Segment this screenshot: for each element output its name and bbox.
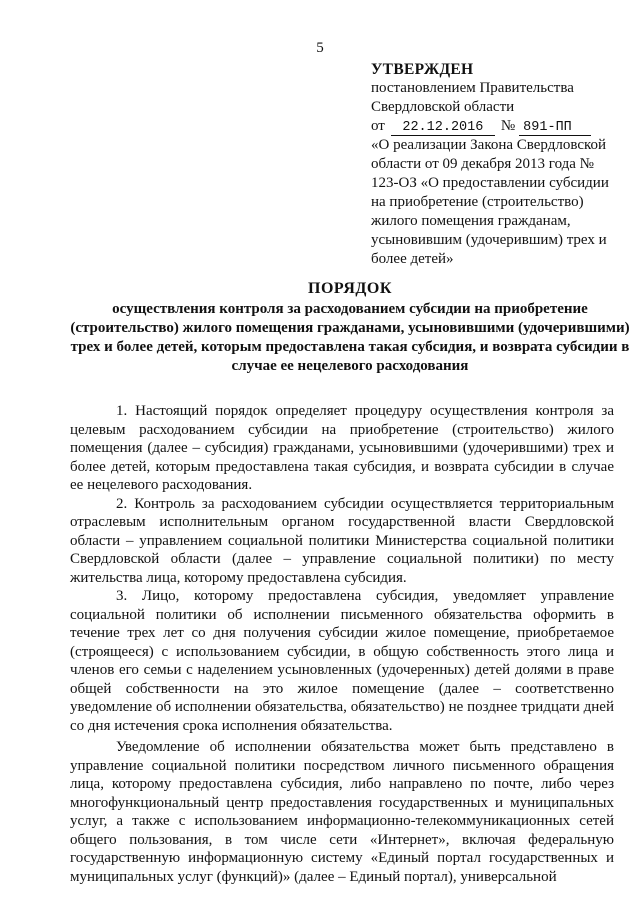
document-body <box>70 402 614 886</box>
decree-number: 891-ПП <box>519 120 591 136</box>
decree-subject: «О реализации Закона Свердловской области от 09 декабря 2013 года № 123-ОЗ «О предоставлении субсидии на приобретение (строительство) жилого помещения гражданам, усыновившим (удочерившим) трех и более детей» <box>371 137 609 267</box>
approval-title: УТВЕРЖДЕН <box>371 61 474 78</box>
approval-line: Свердловской области <box>371 99 515 115</box>
approval-line: постановлением Правительства <box>371 80 574 96</box>
heading-title: ПОРЯДОК <box>308 280 392 297</box>
registration-line <box>371 117 621 136</box>
paragraph: 2. Контроль за расходованием субсидии осуществляется территориальным отраслевым исполнительным органом государственной власти Свердловской области – управлением социальной политики Министерства социальной политики Свердловской области (далее – управление социальной политики) по месту жительства лица, которому предоставлена субсидия. <box>70 495 614 586</box>
heading-subtitle: осуществления контроля за расходованием субсидии на приобретение (строительство) жилого помещения гражданами, усыновившими (удочерившими) трех и более детей, которым предоставлена такая субсидия, и возврата субсидии в случае ее нецелевого расходования <box>70 301 630 374</box>
document-heading <box>60 279 640 376</box>
page-number: 5 <box>316 40 324 56</box>
date-prefix: от <box>371 118 385 134</box>
approval-block <box>371 60 621 269</box>
number-sign: № <box>500 118 516 134</box>
decree-date: 22.12.2016 <box>391 120 495 136</box>
paragraph: 3. Лицо, которому предоставлена субсидия, уведомляет управление социальной политики об исполнении письменного обязательства оформить в течение трех лет со дня получения субсидии жилое помещение, приобретаемое (строящееся) с использованием субсидии, в общую собственность этого лица и членов его семьи с наделением усыновленных (удочеренных) детей долями в праве общей собственности на это жилое помещение (далее – соответственно уведомление об исполнении обязательства, обязательство) не позднее тридцати дней со дня истечения срока исполнения обязательства. <box>70 588 614 734</box>
paragraph: Уведомление об исполнении обязательства может быть представлено в управление социальной политики посредством личного письменного обращения лица, которому предоставлена субсидия, либо направлено по почте, либо через многофункциональный центр предоставления государственных и муниципальных услуг, а также с использованием информационно-телекоммуникационных сетей общего пользования, в том числе сети «Интернет», включая федеральную государственную информационную систему «Единый портал государственных и муниципальных услуг (функций)» (далее – Единый портал), универсальной <box>70 739 614 885</box>
paragraph: 1. Настоящий порядок определяет процедуру осуществления контроля за целевым расходованием субсидии на приобретение (строительство) жилого помещения (далее – субсидия) гражданами, усыновившими (удочерившими) трех и более детей, которым предоставлена такая субсидия, и возврата субсидии в случае ее нецелевого расходования. <box>70 403 614 493</box>
